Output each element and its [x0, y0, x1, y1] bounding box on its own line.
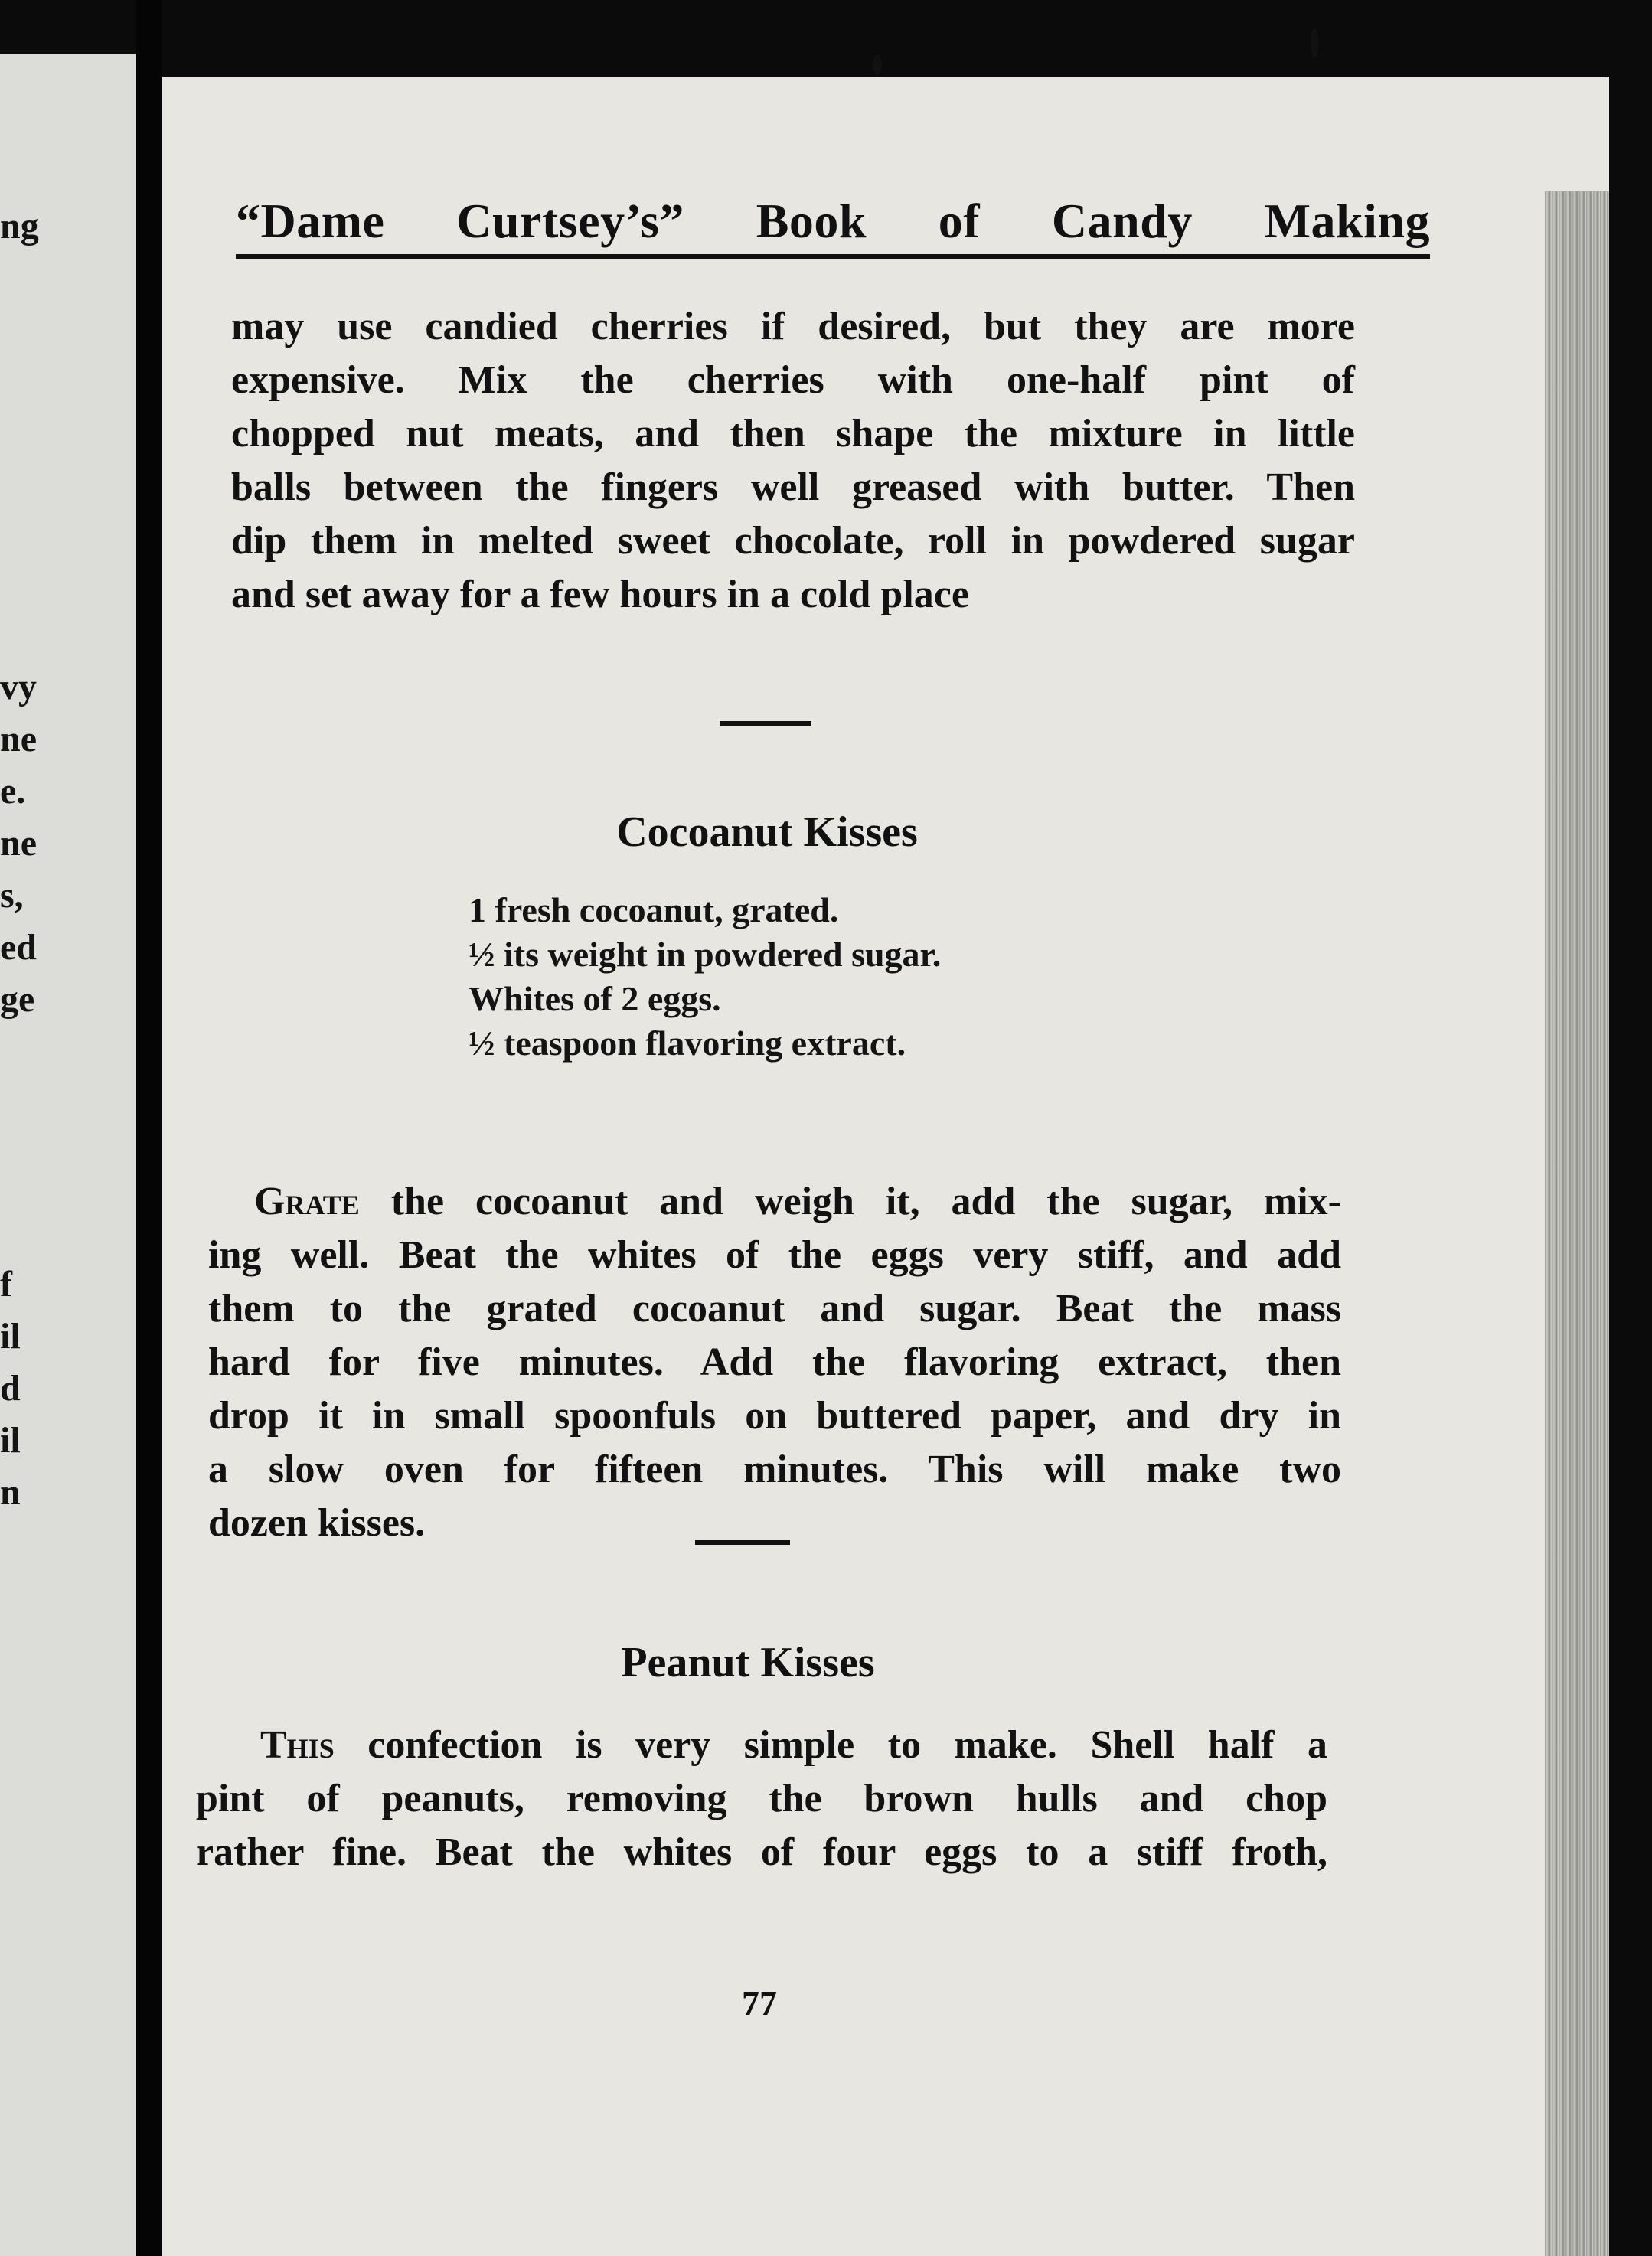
recipe-method-peanut-kisses — [196, 1719, 1327, 1879]
ingredient-item: ½ its weight in powdered sugar. — [469, 935, 942, 974]
lead-word: This — [260, 1723, 335, 1767]
text-line: dip them in melted sweet chocolate, roll in powdered sugar — [231, 519, 1355, 563]
recipe-method-cocoanut-kisses — [208, 1175, 1341, 1550]
intro-paragraph — [231, 300, 1355, 622]
left-page-fragment: ge — [0, 979, 35, 1020]
left-page-fragment: f — [0, 1264, 12, 1304]
ingredient-item: 1 fresh cocoanut, grated. — [469, 890, 839, 929]
left-page-fragment: ed — [0, 927, 37, 968]
text-line: may use candied cherries if desired, but they are more — [231, 305, 1355, 348]
left-page-fragment: ne — [0, 823, 37, 864]
scan-speck — [1311, 28, 1318, 58]
ingredient-item: Whites of 2 eggs. — [469, 979, 721, 1018]
lead-word: Grate — [254, 1180, 360, 1223]
section-divider — [720, 721, 811, 726]
left-page — [0, 54, 136, 2256]
book-page — [162, 77, 1609, 2256]
recipe-title-cocoanut-kisses: Cocoanut Kisses — [616, 808, 918, 856]
section-divider — [695, 1540, 790, 1545]
text-line: chopped nut meats, and then shape the mixture in little — [231, 412, 1355, 455]
ingredient-list — [469, 888, 1127, 1066]
text-line: and set away for a few hours in a cold place — [231, 573, 969, 616]
text-line: rather fine. Beat the whites of four eggs to a stiff froth, — [196, 1830, 1327, 1874]
left-page-fragment: n — [0, 1472, 21, 1513]
text-line: This confection is very simple to make. Shell half a — [260, 1723, 1327, 1767]
text-line: a slow oven for fifteen minutes. This will make two — [208, 1448, 1341, 1491]
text-line: hard for five minutes. Add the flavoring extract, then — [208, 1340, 1341, 1384]
text-line: ing well. Beat the whites of the eggs very stiff, and add — [208, 1233, 1341, 1277]
text-line: dozen kisses. — [208, 1501, 426, 1545]
left-page-fragment: d — [0, 1368, 21, 1409]
ingredient-item: ½ teaspoon flavoring extract. — [469, 1024, 906, 1063]
left-page-fragment: il — [0, 1420, 21, 1461]
text-line: drop it in small spoonfuls on buttered paper, and dry in — [208, 1394, 1341, 1438]
recipe-title-peanut-kisses: Peanut Kisses — [621, 1639, 875, 1686]
book-spine — [136, 0, 162, 2256]
left-page-fragment: il — [0, 1316, 21, 1357]
page-edge — [1545, 191, 1609, 2256]
left-page-fragment: ne — [0, 719, 37, 759]
left-page-fragment: e. — [0, 771, 26, 811]
left-page-fragment: vy — [0, 667, 37, 707]
page-number: 77 — [742, 1983, 777, 2023]
text-line: pint of peanuts, removing the brown hulls and chop — [196, 1777, 1327, 1820]
text-line: balls between the fingers well greased with butter. Then — [231, 465, 1355, 509]
text-line: expensive. Mix the cherries with one-half pint of — [231, 358, 1355, 402]
text-line: Grate the cocoanut and weigh it, add the sugar, mix- — [254, 1180, 1341, 1223]
left-page-fragment: s, — [0, 875, 24, 916]
scan-speck — [873, 55, 882, 75]
running-head: “Dame Curtsey’s” Book of Candy Making — [236, 193, 1430, 259]
text-line: them to the grated cocoanut and sugar. Beat the mass — [208, 1287, 1341, 1330]
left-page-fragment: ng — [0, 206, 39, 246]
